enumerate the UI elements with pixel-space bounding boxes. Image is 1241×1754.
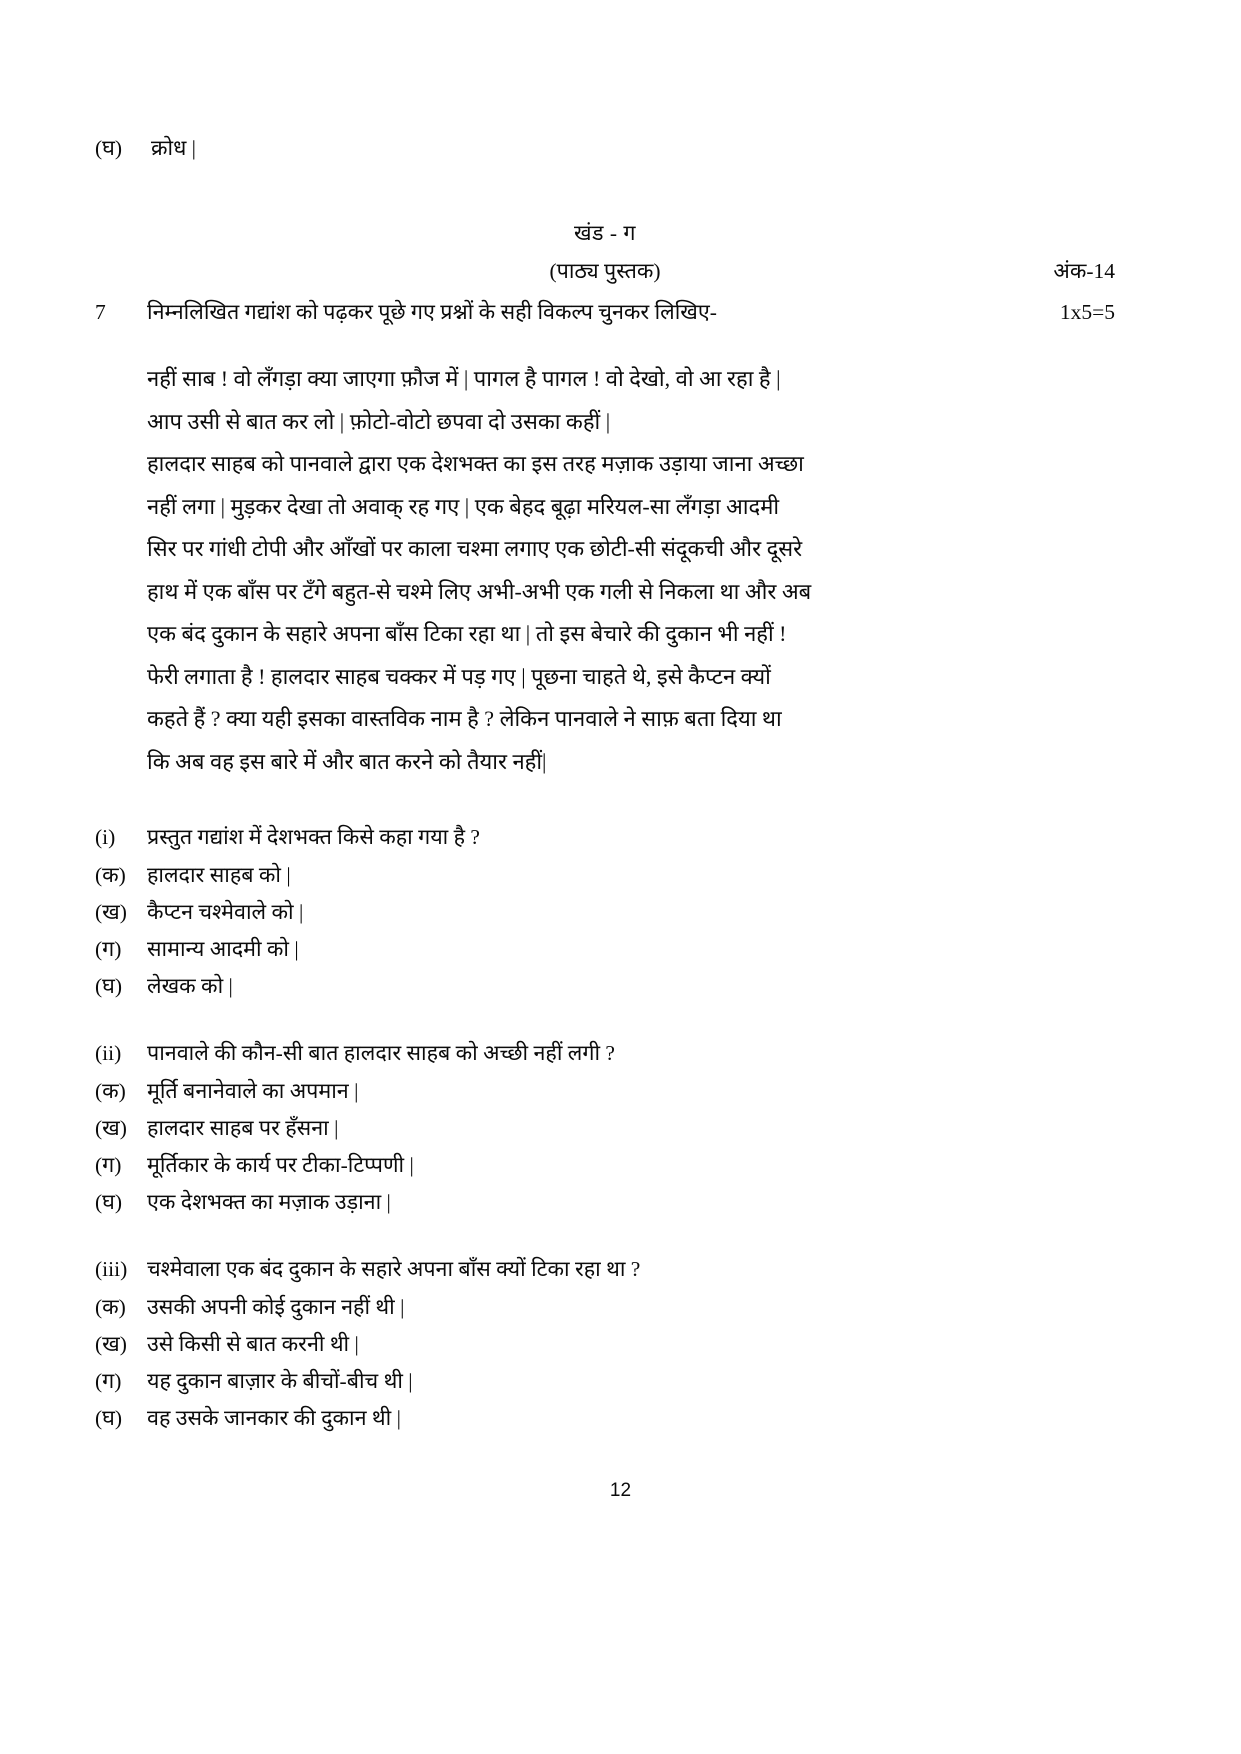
mcq-group — [95, 1035, 1115, 1221]
mcq-option-marker: (ख) — [95, 1332, 127, 1356]
reading-passage — [147, 358, 1077, 783]
mcq-container — [95, 819, 1115, 1437]
mcq-option-row[interactable] — [95, 1184, 1115, 1221]
mcq-question-marker: (iii) — [95, 1257, 128, 1281]
passage-line: नहीं लगा | मुड़कर देखा तो अवाक् रह गए | एक बेहद बूढ़ा मरियल-सा लँगड़ा आदमी — [147, 493, 780, 519]
mcq-option-row[interactable] — [95, 1400, 1115, 1437]
passage-line: हालदार साहब को पानवाले द्वारा एक देशभक्त का इस तरह मज़ाक उड़ाया जाना अच्छा — [147, 451, 804, 476]
option-marker: (घ) — [95, 136, 123, 160]
mcq-option-row[interactable] — [95, 1147, 1115, 1184]
question-instruction: निम्नलिखित गद्यांश को पढ़कर पूछे गए प्रश्नों के सही विकल्प चुनकर लिखिए- — [147, 300, 717, 324]
mcq-option-text: हालदार साहब पर हँसना | — [147, 1116, 339, 1140]
mcq-option-row[interactable] — [95, 1110, 1115, 1147]
mcq-option-row[interactable] — [95, 968, 1115, 1005]
mcq-question-text: प्रस्तुत गद्यांश में देशभक्त किसे कहा गया है ? — [147, 825, 480, 849]
mcq-option-marker: (ख) — [95, 1116, 127, 1140]
mcq-option-text: लेखक को | — [147, 974, 233, 998]
mcq-question-marker: (ii) — [95, 1041, 122, 1065]
mcq-option-row[interactable] — [95, 1073, 1115, 1110]
mcq-option-text: यह दुकान बाज़ार के बीचों-बीच थी | — [147, 1369, 413, 1393]
mcq-option-marker: (क) — [95, 863, 126, 887]
mcq-option-row[interactable] — [95, 894, 1115, 931]
mcq-option-text: हालदार साहब को | — [147, 863, 291, 887]
previous-question-option — [95, 128, 1115, 168]
mcq-option-marker: (क) — [95, 1079, 126, 1103]
mcq-option-row[interactable] — [95, 1326, 1115, 1363]
mcq-option-marker: (ग) — [95, 1153, 122, 1177]
mcq-group — [95, 1251, 1115, 1437]
passage-line: एक बंद दुकान के सहारे अपना बाँस टिका रहा था | तो इस बेचारे की दुकान भी नहीं ! — [147, 621, 787, 646]
mcq-group — [95, 819, 1115, 1005]
mcq-option-marker: (घ) — [95, 974, 123, 998]
mcq-question-row — [95, 1035, 1115, 1072]
mcq-option-row[interactable] — [95, 857, 1115, 894]
question-number: 7 — [95, 300, 106, 324]
question-7-heading — [95, 292, 1115, 332]
mcq-option-text: कैप्टन चश्मेवाले को | — [147, 900, 304, 924]
section-subtitle: (पाठ्य पुस्तक) — [549, 259, 661, 283]
mcq-option-marker: (ख) — [95, 900, 127, 924]
mcq-question-marker: (i) — [95, 825, 116, 849]
passage-line: हाथ में एक बाँस पर टँगे बहुत-से चश्मे लिए अभी-अभी एक गली से निकला था और अब — [147, 578, 812, 604]
mcq-option-text: उसकी अपनी कोई दुकान नहीं थी | — [147, 1295, 405, 1319]
mcq-option-row[interactable] — [95, 1289, 1115, 1326]
mcq-question-row — [95, 819, 1115, 856]
mcq-option-marker: (ग) — [95, 1369, 122, 1393]
passage-line: नहीं साब ! वो लँगड़ा क्या जाएगा फ़ौज में | पागल है पागल ! वो देखो, वो आ रहा है | — [147, 366, 781, 391]
mcq-option-row[interactable] — [95, 1363, 1115, 1400]
passage-line: फेरी लगाता है ! हालदार साहब चक्कर में पड़ गए | पूछना चाहते थे, इसे कैप्टन क्यों — [147, 663, 771, 689]
passage-line: आप उसी से बात कर लो | फ़ोटो-वोटो छपवा दो उसका कहीं | — [147, 408, 611, 434]
section-header — [95, 214, 1115, 290]
mcq-option-text: सामान्य आदमी को | — [147, 937, 299, 961]
passage-line: सिर पर गांधी टोपी और आँखों पर काला चश्मा लगाए एक छोटी-सी संदूकची और दूसरे — [147, 536, 803, 561]
mcq-option-marker: (घ) — [95, 1406, 123, 1430]
section-title: खंड - ग — [573, 221, 637, 245]
question-marks: 1x5=5 — [1059, 300, 1115, 324]
mcq-question-text: पानवाले की कौन-सी बात हालदार साहब को अच्छी नहीं लगी ? — [147, 1041, 615, 1065]
mcq-option-text: एक देशभक्त का मज़ाक उड़ाना | — [147, 1190, 391, 1214]
mcq-option-text: मूर्ति बनानेवाले का अपमान | — [147, 1079, 359, 1103]
mcq-question-text: चश्मेवाला एक बंद दुकान के सहारे अपना बाँस क्यों टिका रहा था ? — [147, 1257, 641, 1281]
mcq-option-marker: (क) — [95, 1295, 126, 1319]
mcq-question-row — [95, 1251, 1115, 1288]
mcq-option-text: मूर्तिकार के कार्य पर टीका-टिप्पणी | — [147, 1153, 414, 1177]
option-text: क्रोध | — [151, 136, 196, 160]
passage-line: कि अब वह इस बारे में और बात करने को तैयार नहीं| — [147, 748, 547, 774]
passage-line: कहते हैं ? क्या यही इसका वास्तविक नाम है ? लेकिन पानवाले ने साफ़ बता दिया था — [147, 706, 782, 731]
page-content — [95, 128, 1115, 1467]
page-number: 12 — [609, 1480, 632, 1501]
mcq-option-text: उसे किसी से बात करनी थी | — [147, 1332, 359, 1356]
mcq-option-marker: (ग) — [95, 937, 122, 961]
mcq-option-row[interactable] — [95, 931, 1115, 968]
mcq-option-text: वह उसके जानकार की दुकान थी | — [147, 1406, 401, 1430]
mcq-option-marker: (घ) — [95, 1190, 123, 1214]
section-total-marks: अंक-14 — [1053, 259, 1115, 283]
